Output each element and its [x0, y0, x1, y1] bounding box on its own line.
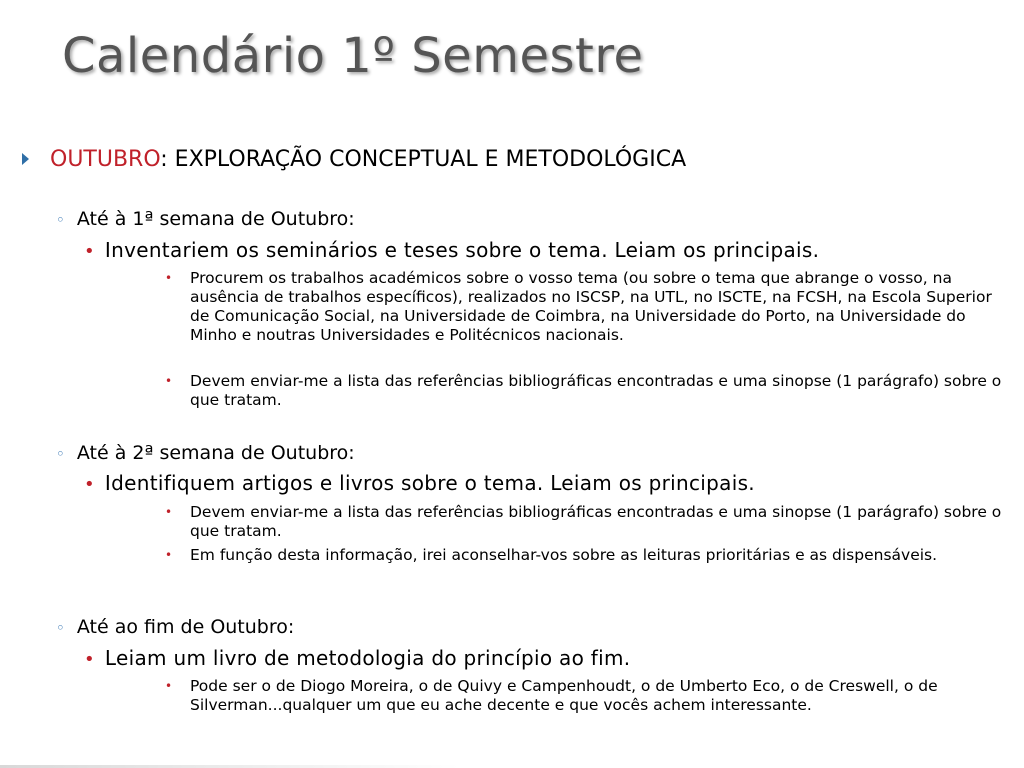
note-text: Devem enviar-me a lista das referências bibliográficas encontradas e uma sinopse (1 parágrafo) sobre o que tratam.	[190, 503, 1002, 540]
note-text: Em função desta informação, irei aconselhar-vos sobre as leituras prioritárias e as dispensáveis.	[190, 546, 938, 564]
note-item	[165, 546, 1010, 565]
dot-bullet-icon: •	[84, 649, 95, 670]
dot-bullet-icon: •	[165, 679, 173, 693]
group-heading-1	[56, 207, 355, 232]
note-item	[165, 503, 1010, 541]
note-item	[165, 372, 1010, 410]
section-title: : EXPLORAÇÃO CONCEPTUAL E METODOLÓGICA	[160, 147, 687, 172]
task-text: Leiam um livro de metodologia do princípio ao fim.	[104, 646, 631, 670]
note-item	[165, 677, 1010, 715]
dot-bullet-icon: •	[165, 374, 173, 388]
ring-bullet-icon: ◦	[56, 619, 65, 637]
ring-bullet-icon: ◦	[56, 211, 65, 229]
group-task-3	[84, 645, 630, 673]
task-text: Inventariem os seminários e teses sobre o tema. Leiam os principais.	[104, 238, 820, 262]
section-month: OUTUBRO	[50, 147, 161, 172]
note-text: Procurem os trabalhos académicos sobre o vosso tema (ou sobre o tema que abrange o vosso, na ausência de trabalhos específicos), realizados no ISCSP, na UTL, no ISCTE, na FCSH, na Escola Superior de Comunicação Social, na Universidade de Coimbra, na Universidade do Porto, na Universidade do Minho e noutras Universidades e Politécnicos nacionais.	[190, 269, 992, 344]
group-heading-text: Até ao fim de Outubro:	[76, 616, 295, 638]
dot-bullet-icon: •	[165, 271, 173, 285]
group-heading-3	[56, 615, 294, 640]
note-text: Devem enviar-me a lista das referências bibliográficas encontradas e uma sinopse (1 parágrafo) sobre o que tratam.	[190, 372, 1002, 409]
group-heading-2	[56, 441, 355, 466]
group-heading-text: Até à 2ª semana de Outubro:	[76, 442, 355, 464]
task-text: Identifiquem artigos e livros sobre o tema. Leiam os principais.	[104, 471, 755, 495]
note-item	[165, 269, 1010, 345]
dot-bullet-icon: •	[84, 474, 95, 495]
dot-bullet-icon: •	[84, 241, 95, 262]
dot-bullet-icon: •	[165, 548, 173, 562]
ring-bullet-icon: ◦	[56, 445, 65, 463]
group-task-1	[84, 237, 819, 265]
group-task-2	[84, 470, 755, 498]
group-heading-text: Até à 1ª semana de Outubro:	[76, 208, 355, 230]
triangle-bullet-icon	[22, 153, 29, 165]
dot-bullet-icon: •	[165, 505, 173, 519]
section-heading	[22, 146, 686, 174]
note-text: Pode ser o de Diogo Moreira, o de Quivy e Campenhoudt, o de Umberto Eco, o de Creswell, o de Silverman...qualquer um que eu ache decente e que vocês achem interessante.	[190, 677, 938, 714]
slide-title: Calendário 1º Semestre	[62, 28, 644, 84]
